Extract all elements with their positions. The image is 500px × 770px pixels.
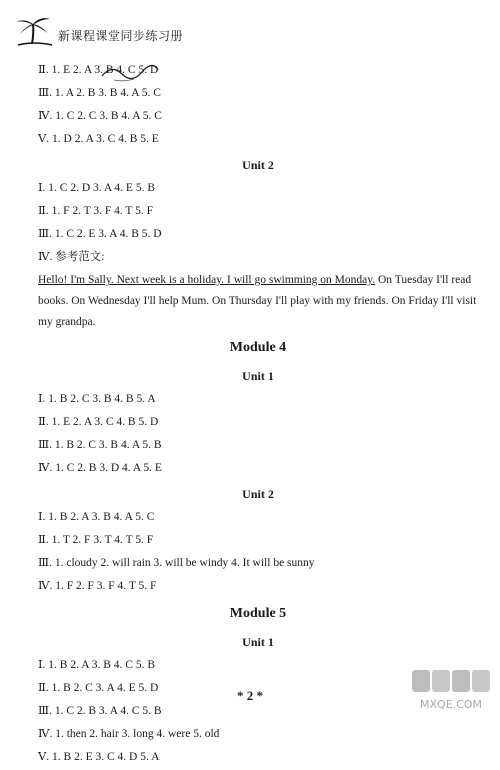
unit-heading: Unit 2 <box>242 487 274 501</box>
answer-line: Ⅰ. 1. B 2. A 3. B 4. C 5. B <box>38 659 156 671</box>
answer-line: Ⅱ. 1. T 2. F 3. T 4. T 5. F <box>38 534 154 546</box>
page-header <box>14 14 214 46</box>
unit-heading: Unit 1 <box>242 635 274 649</box>
unit-heading: Unit 1 <box>242 369 274 383</box>
answer-line: Ⅲ. 1. C 2. E 3. A 4. B 5. D <box>38 228 162 240</box>
site-watermark-logo <box>408 668 494 714</box>
answer-line: Ⅱ. 1. B 2. C 3. A 4. E 5. D <box>38 682 159 694</box>
page-number: * 2 * <box>237 688 263 703</box>
sample-essay <box>38 270 478 333</box>
answer-line: Ⅳ. 1. C 2. C 3. B 4. A 5. C <box>38 110 162 122</box>
answer-line: Ⅳ. 1. then 2. hair 3. long 4. were 5. old <box>38 728 220 740</box>
answer-content <box>38 60 478 770</box>
answer-line: Ⅴ. 1. B 2. E 3. C 4. D 5. A <box>38 751 160 763</box>
answers-block-4 <box>38 507 478 599</box>
answer-line: Ⅲ. 1. C 2. B 3. A 4. C 5. B <box>38 705 162 717</box>
essay-underlined-text: Hello! I'm Sally. Next week is a holiday. I will go swimming on Monday. <box>38 274 376 286</box>
book-title: 新课程课堂同步练习册 <box>58 29 184 43</box>
answers-block-3 <box>38 389 478 481</box>
module-heading: Module 5 <box>229 606 287 621</box>
answer-line: Ⅲ. 1. B 2. C 3. B 4. A 5. B <box>38 439 162 451</box>
unit-heading: Unit 2 <box>242 158 274 172</box>
answer-line: Ⅱ. 1. F 2. T 3. F 4. T 5. F <box>38 205 153 217</box>
answer-line: Ⅲ. 1. A 2. B 3. B 4. A 5. C <box>38 87 161 99</box>
svg-text:MXQE.COM: MXQE.COM <box>420 698 482 711</box>
answer-line: Ⅰ. 1. B 2. A 3. B 4. A 5. C <box>38 511 155 523</box>
answer-line: Ⅳ. 1. C 2. B 3. D 4. A 5. E <box>38 462 162 474</box>
answer-line: Ⅴ. 1. D 2. A 3. C 4. B 5. E <box>38 133 159 145</box>
answer-line: Ⅰ. 1. B 2. C 3. B 4. B 5. A <box>38 393 156 405</box>
answers-block-2 <box>38 178 478 270</box>
answer-line: Ⅳ. 参考范文: <box>38 251 105 263</box>
answer-line: Ⅱ. 1. E 2. A 3. B 4. C 5. D <box>38 64 159 76</box>
answer-line: Ⅳ. 1. F 2. F 3. F 4. T 5. F <box>38 580 157 592</box>
answer-line: Ⅲ. 1. cloudy 2. will rain 3. will be windy 4. It will be sunny <box>38 557 315 569</box>
answer-line: Ⅱ. 1. E 2. A 3. C 4. B 5. D <box>38 416 159 428</box>
palm-tree-icon <box>14 14 54 46</box>
answers-block-1 <box>38 60 478 152</box>
module-heading: Module 4 <box>229 340 287 355</box>
essay-text: On Tuesday I'll read books. On Wednesday I'll help Mum. On Thursday I'll play with my friends. On Friday I'll visit my grandpa. <box>38 274 477 328</box>
answer-line: Ⅰ. 1. C 2. D 3. A 4. E 5. B <box>38 182 155 194</box>
